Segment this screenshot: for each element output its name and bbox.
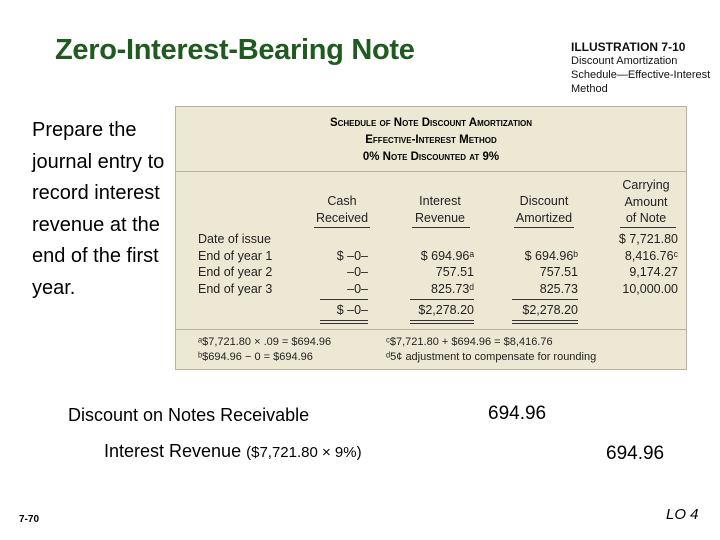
row-label: End of year 2 [198, 265, 273, 279]
col-header-cash [306, 193, 378, 226]
header-underline [620, 227, 676, 228]
illustration-number: ILLUSTRATION 7-10 [571, 40, 686, 54]
schedule-title-line-1: Schedule of Note Discount Amortization [329, 117, 533, 129]
header-divider [176, 171, 686, 172]
col-header-interest [404, 193, 476, 226]
discount-cell: 825.73 [539, 281, 578, 296]
col-header-discount-line2: Amortized [515, 210, 573, 225]
journal-credit-line [104, 441, 362, 462]
footnote-c: ᶜ$7,721.80 + $694.96 = $8,416.76 [386, 336, 553, 348]
journal-debit-amount: 694.96 [488, 403, 547, 424]
discount-cell: 757.51 [539, 265, 578, 279]
total-interest: $2,278.20 [418, 303, 474, 317]
col-header-discount [508, 193, 580, 226]
page-number: 7-70 [19, 514, 40, 525]
col-header-carrying [606, 177, 686, 227]
slide-title: Zero-Interest-Bearing Note [55, 34, 415, 66]
interest-cell: 825.73ᵈ [431, 281, 474, 296]
journal-credit-amount: 694.96 [606, 443, 665, 464]
col-header-carrying-line3: of Note [625, 211, 667, 225]
total-double-rule [410, 320, 474, 324]
interest-cell: $ 694.96ᵃ [420, 248, 474, 263]
schedule-title-line-2: Effective-Interest Method [365, 134, 497, 146]
row-labels [198, 231, 272, 297]
col-header-cash-line2: Received [315, 210, 369, 225]
cash-cell: $ –0– [336, 248, 368, 263]
instruction-text: Prepare the journal entry to record interest revenue at the end of the first year. [32, 119, 165, 299]
header-underline [514, 227, 574, 228]
row-label: End of year 3 [198, 281, 273, 296]
interest-cell: 757.51 [435, 265, 474, 279]
discount-column [498, 248, 578, 298]
carrying-column [596, 231, 678, 297]
carrying-cell: 8,416.76ᶜ [624, 248, 678, 263]
journal-debit-account: Discount on Notes Receivable [68, 405, 310, 425]
total-discount: $2,278.20 [522, 303, 578, 317]
col-header-discount-line1: Discount [519, 194, 569, 208]
cash-cell: –0– [347, 281, 368, 296]
journal-credit-account: Interest Revenue [104, 441, 242, 461]
illustration-caption: Discount Amortization Schedule—Effective-Interest Method [571, 55, 711, 95]
footnote-divider [176, 329, 686, 330]
subtotal-rule [512, 299, 578, 300]
col-header-interest-line2: Revenue [414, 210, 466, 225]
col-header-carrying-line2: Amount [624, 194, 668, 209]
cash-column [306, 248, 368, 298]
footnote-a: ᵃ$7,721.80 × .09 = $694.96 [198, 336, 332, 348]
total-cash: $ –0– [336, 303, 368, 317]
cash-cell: –0– [347, 265, 368, 279]
journal-credit-calc: ($7,721.80 × 9%) [246, 444, 362, 461]
col-header-cash-line1: Cash [327, 194, 357, 208]
footnote-d: ᵈ5¢ adjustment to compensate for rounding [386, 351, 597, 363]
total-double-rule [512, 320, 578, 324]
schedule-title [176, 107, 686, 171]
col-header-carrying-line1: Carrying [622, 178, 670, 192]
subtotal-rule [410, 299, 474, 300]
row-label: End of year 1 [198, 248, 273, 263]
col-header-interest-line1: Interest [419, 194, 461, 208]
carrying-cell: 9,174.27 [629, 265, 678, 279]
header-underline [314, 227, 370, 228]
discount-cell: $ 694.96ᵇ [524, 248, 578, 263]
schedule-title-line-3: 0% Note Discounted at 9% [362, 151, 500, 163]
carrying-cell: $ 7,721.80 [618, 232, 678, 246]
header-underline [412, 227, 470, 228]
learning-objective: LO 4 [666, 506, 699, 523]
carrying-cell: 10,000.00 [622, 281, 678, 296]
interest-column [398, 248, 474, 298]
subtotal-rule [320, 299, 368, 300]
footnote-b: ᵇ$694.96 − 0 = $694.96 [198, 351, 313, 363]
amortization-schedule [175, 106, 687, 370]
illustration-label [571, 40, 711, 96]
total-double-rule [320, 320, 368, 324]
row-label: Date of issue [198, 232, 271, 246]
